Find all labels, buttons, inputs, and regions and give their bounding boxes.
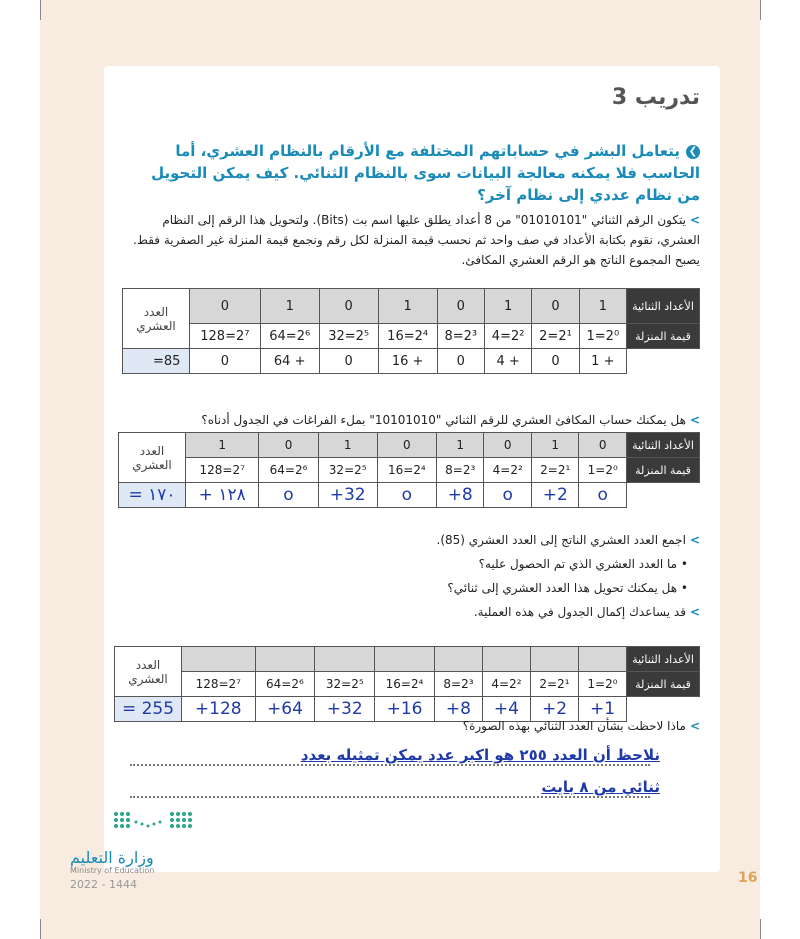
step-item: • ما العدد العشري الذي تم الحصول عليه؟ [478,557,688,571]
place-cell: 2³=8 [434,672,482,697]
place-cell: 2²=4 [484,458,532,483]
bit-cell: 1 [378,289,437,324]
handwritten-value: 4+ [482,697,530,722]
chevron-icon: ❯ [686,145,700,159]
place-cell: 2⁴=16 [377,458,436,483]
value-cell: + 1 [579,349,626,374]
value-cell: + 64 [260,349,319,374]
bit-cell: 0 [579,433,627,458]
bit-cell: 1 [484,289,531,324]
place-cell: 2⁶=64 [260,324,319,349]
bit-cell: 0 [319,289,378,324]
bit-cell: 1 [318,433,377,458]
value-cell: 0 [437,349,484,374]
bit-cell: 1 [531,433,579,458]
place-cell: 2⁶=64 [259,458,318,483]
intro-paragraph [120,210,700,270]
bit-cell: 0 [190,289,261,324]
bit-cell: 0 [259,433,318,458]
place-cell: 2²=4 [482,672,530,697]
exercise-heading: تدريب 3 [611,85,700,110]
handwritten-value: 32+ [318,483,377,508]
answer-line [130,796,650,798]
handwritten-value: o [579,483,627,508]
handwritten-value: 8+ [434,697,482,722]
value-cell: 0 [319,349,378,374]
question-3-text: ماذا لاحظت بشأن العدد الثنائي بهذه الصورة؟ [462,719,686,733]
bit-cell: 1 [260,289,319,324]
ministry-name: وزارة التعليم [70,848,154,867]
question-2 [120,410,700,430]
step-item [120,528,700,552]
conversion-table-2 [118,432,700,508]
value-cell: + 16 [378,349,437,374]
arrow-icon: > [689,413,700,427]
conversion-table-1 [122,288,700,374]
place-cell: 2⁵=32 [315,672,375,697]
place-cell: 2³=8 [437,324,484,349]
handwritten-value: 2+ [530,697,578,722]
edition-year: 2022 - 1444 [70,878,137,891]
handwritten-value: 2+ [531,483,579,508]
place-cell: 2⁰=1 [578,672,626,697]
place-cell: 2¹=2 [530,672,578,697]
binary-label: الأعداد الثنائية [627,433,700,458]
conversion-table-3 [114,646,700,722]
crop-mark [40,919,41,939]
place-cell: 2¹=2 [531,458,579,483]
bit-cell: 0 [377,433,436,458]
decimal-result: 85= [123,349,190,374]
ministry-logo-icon [110,810,202,838]
place-cell: 2⁵=32 [318,458,377,483]
handwritten-value: o [259,483,318,508]
decimal-label: العدد العشري [115,647,182,697]
place-label: قيمة المنزلة [627,324,700,349]
step-item [120,600,700,624]
handwritten-value: 128+ [182,697,256,722]
handwritten-value: 64+ [255,697,315,722]
handwritten-value: o [377,483,436,508]
step-text: اجمع العدد العشري الناتج إلى العدد العشري (85). [436,533,686,547]
steps-list [120,528,700,624]
arrow-icon: > [689,719,700,733]
value-cell: + 4 [484,349,531,374]
ministry-name-en: Ministry of Education [70,866,155,875]
place-cell: 2⁷=128 [182,672,256,697]
handwritten-value: 32+ [315,697,375,722]
step-item: • هل يمكنك تحويل هذا العدد العشري إلى ثنائي؟ [447,581,688,595]
place-cell: 2⁵=32 [319,324,378,349]
place-cell: 2²=4 [484,324,531,349]
place-cell: 2⁷=128 [186,458,259,483]
binary-label: الأعداد الثنائية [627,647,700,672]
answer-line [130,764,650,766]
place-cell: 2⁷=128 [190,324,261,349]
bit-cell: 1 [579,289,626,324]
bit-cell: 1 [436,433,484,458]
arrow-icon: > [689,605,700,619]
value-cell: 0 [532,349,579,374]
handwritten-answer-1: نلاحظ أن العدد ٢٥٥ هو اكبر عدد يمكن تمثيله بعدد [300,746,660,764]
decimal-label: العدد العشري [119,433,186,483]
intro-text: يتكون الرقم الثنائي "01010101" من 8 أعداد يطلق عليها اسم بت (Bits). ولتحويل هذا الرقم إلى النظام العشري، نقوم بكتابة الأعداد في صف واحد ثم نحسب قيمة المنزلة لكل رقم ونجمع قيمة المنزلة غير الصفرية فقط. يصبح المجموع الناتج هو الرقم العشري المكافئ. [133,213,700,267]
place-cell: 2⁶=64 [255,672,315,697]
handwritten-answer-2: ثنائي من ٨ بايت [541,778,660,796]
decimal-result: ١٧٠ = [119,483,186,508]
question-2-text: هل يمكنك حساب المكافئ العشري للرقم الثنائي "10101010" بملء الفراغات في الجدول أدناه؟ [201,413,686,427]
decimal-result: 255 = [115,697,182,722]
place-cell: 2⁰=1 [579,458,627,483]
question-text: يتعامل البشر في حساباتهم المختلفة مع الأرقام بالنظام العشري، أما الحاسب فلا يمكنه معالجة البيانات سوى بالنظام الثنائي. كيف يمكن التحويل من نظام عددي إلى نظام آخر؟ [151,142,700,204]
step-text: قد يساعدك إكمال الجدول في هذه العملية. [473,605,686,619]
binary-label: الأعداد الثنائية [627,289,700,324]
crop-mark [760,0,761,20]
value-cell: 0 [190,349,261,374]
decimal-label: العدد العشري [123,289,190,349]
handwritten-value: o [484,483,532,508]
handwritten-value: ١٢٨ + [186,483,259,508]
place-cell: 2¹=2 [532,324,579,349]
arrow-icon: > [689,213,700,227]
place-label: قيمة المنزلة [627,672,700,697]
crop-mark [760,919,761,939]
main-question [130,140,700,206]
bit-cell: 0 [484,433,532,458]
arrow-icon: > [689,533,700,547]
step-text: ما العدد العشري الذي تم الحصول عليه؟ [478,557,678,571]
bit-cell: 0 [437,289,484,324]
crop-mark [40,0,41,20]
page-number: 16 [738,870,758,886]
bit-cell: 0 [532,289,579,324]
handwritten-value: 16+ [375,697,435,722]
step-text: هل يمكنك تحويل هذا العدد العشري إلى ثنائي؟ [447,581,678,595]
place-cell: 2³=8 [436,458,484,483]
place-label: قيمة المنزلة [627,458,700,483]
question-3 [120,716,700,736]
bit-cell: 1 [186,433,259,458]
handwritten-value: 8+ [436,483,484,508]
place-cell: 2⁴=16 [378,324,437,349]
place-cell: 2⁴=16 [375,672,435,697]
handwritten-value: 1+ [578,697,626,722]
place-cell: 2⁰=1 [579,324,626,349]
